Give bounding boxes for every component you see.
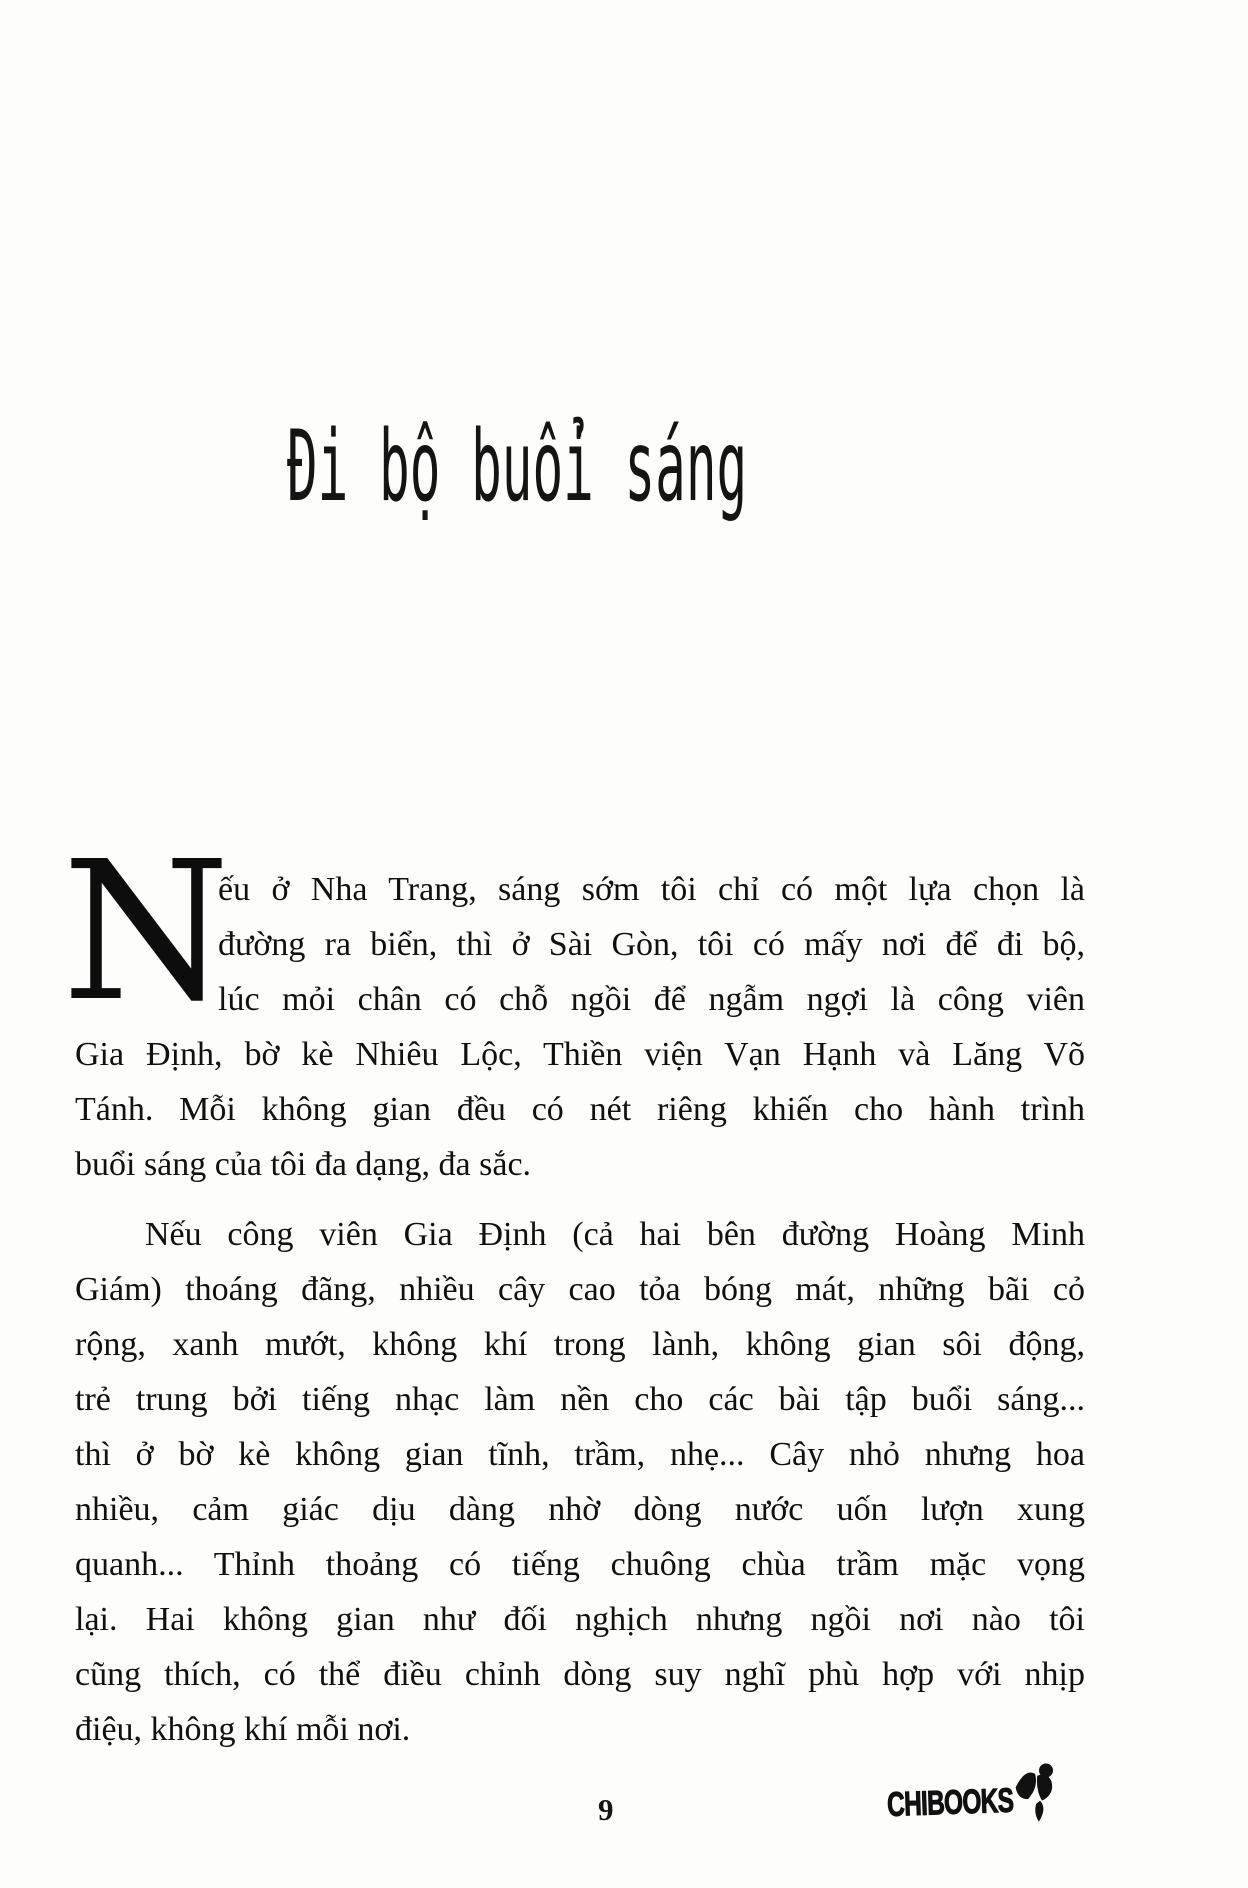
reader-figure-icon — [1009, 1762, 1061, 1826]
text-line: Gia Định, bờ kè Nhiêu Lộc, Thiền viện Vạn Hạnh và Lăng Võ — [75, 1036, 1085, 1073]
paragraph — [75, 862, 1085, 1192]
text-line: cũng thích, có thể điều chỉnh dòng suy nghĩ phù hợp với nhịp — [75, 1656, 1085, 1693]
text-line: đường ra biển, thì ở Sài Gòn, tôi có mấy nơi để đi bộ, — [218, 926, 1085, 963]
article-body — [75, 862, 1085, 1757]
text-line: Tánh. Mỗi không gian đều có nét riêng khiến cho hành trình — [75, 1091, 1085, 1128]
drop-cap: N — [62, 821, 230, 1044]
text-line: rộng, xanh mướt, không khí trong lành, không gian sôi động, — [75, 1326, 1085, 1363]
text-line: Giám) thoáng đãng, nhiều cây cao tỏa bóng mát, những bãi cỏ — [75, 1271, 1085, 1308]
text-line: thì ở bờ kè không gian tĩnh, trầm, nhẹ... Cây nhỏ nhưng hoa — [75, 1436, 1085, 1473]
text-line: nhiều, cảm giác dịu dàng nhờ dòng nước uốn lượn xung — [75, 1491, 1085, 1528]
publisher-logo — [886, 1762, 1061, 1830]
chapter-title: Đi bộ buổi sáng — [287, 410, 748, 524]
text-line: điệu, không khí mỗi nơi. — [75, 1711, 411, 1748]
text-line: quanh... Thỉnh thoảng có tiếng chuông chùa trầm mặc vọng — [75, 1546, 1085, 1583]
text-line: buổi sáng của tôi đa dạng, đa sắc. — [75, 1146, 532, 1183]
text-line: ếu ở Nha Trang, sáng sớm tôi chỉ có một lựa chọn là — [218, 871, 1085, 908]
paragraph — [75, 1207, 1085, 1757]
text-line: Nếu công viên Gia Định (cả hai bên đường Hoàng Minh — [145, 1216, 1085, 1253]
page-number: 9 — [598, 1792, 614, 1827]
text-line: trẻ trung bởi tiếng nhạc làm nền cho các bài tập buổi sáng... — [75, 1381, 1085, 1418]
publisher-logo-text: CHIBOOKS — [886, 1781, 1014, 1825]
text-line: lúc mỏi chân có chỗ ngồi để ngẫm ngợi là công viên — [218, 981, 1085, 1018]
text-line: lại. Hai không gian như đối nghịch nhưng ngồi nơi nào tôi — [75, 1601, 1085, 1638]
